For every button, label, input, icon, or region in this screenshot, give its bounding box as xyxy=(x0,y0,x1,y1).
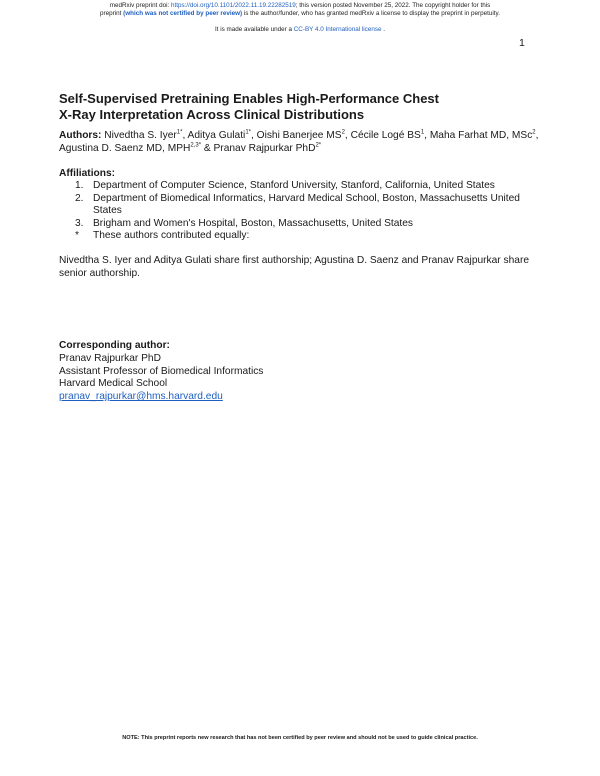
license-line xyxy=(0,26,600,34)
author-name: Nivedtha S. Iyer xyxy=(104,130,177,141)
header-text: It is made available under a xyxy=(214,26,294,33)
corresponding-author-name: Pranav Rajpurkar PhD xyxy=(59,352,161,364)
title-line-1: Self-Supervised Pretraining Enables High-Performance Chest xyxy=(59,91,439,106)
shared-authorship-note: Nivedtha S. Iyer and Aditya Gulati share first authorship; Agustina D. Saenz and Pranav Rajpurkar share senior authorship. xyxy=(59,255,530,279)
header-text: . xyxy=(381,26,385,33)
affiliation-text: Department of Biomedical Informatics, Harvard Medical School, Boston, Massachusetts United States xyxy=(93,192,520,216)
author-name: , Maha Farhat MD, MSc xyxy=(424,130,533,141)
corresponding-author-institution: Harvard Medical School xyxy=(59,378,168,390)
affiliations-list xyxy=(75,180,545,243)
affiliation-text: Department of Computer Science, Stanford University, Stanford, California, United States xyxy=(93,180,495,191)
author-name: , Cécile Logé BS xyxy=(344,130,421,141)
author-affiliation-mark: 2* xyxy=(315,142,322,149)
author-name: , Aditya Gulati xyxy=(182,130,246,141)
preprint-header-line-1 xyxy=(0,2,600,10)
authors-label: Authors: xyxy=(59,130,102,141)
affiliation-marker: 1. xyxy=(75,180,84,191)
affiliation-marker: * xyxy=(75,230,79,241)
header-text: ; this version posted November 25, 2022. The copyright holder for this xyxy=(295,2,491,9)
affiliation-marker: 2. xyxy=(75,192,84,204)
affiliation-item xyxy=(75,193,545,218)
corresponding-author-role: Assistant Professor of Biomedical Informatics xyxy=(59,365,264,377)
affiliations-heading: Affiliations: xyxy=(59,168,116,179)
author-name: , Agustina D. Saenz MD, MPH xyxy=(59,130,539,154)
corresponding-author-email-link[interactable]: pranav_rajpurkar@hms.harvard.edu xyxy=(59,391,223,403)
author-affiliation-mark: 1* xyxy=(245,129,251,136)
author-affiliation-mark: 1 xyxy=(420,129,425,136)
author-affiliation-mark: 2,3* xyxy=(190,142,202,149)
author-list xyxy=(59,129,539,155)
corresponding-author-heading: Corresponding author: xyxy=(59,340,170,351)
affiliation-item xyxy=(75,218,545,231)
paper-title xyxy=(59,91,529,122)
corresponding-author-block xyxy=(59,340,459,404)
affiliation-text: Brigham and Women's Hospital, Boston, Massachusetts, United States xyxy=(93,217,413,229)
header-text: medRxiv preprint doi: xyxy=(109,2,171,9)
affiliation-item xyxy=(75,230,545,243)
doi-link[interactable]: https://doi.org/10.1101/2022.11.19.22282519 xyxy=(170,2,296,9)
preprint-header-line-2 xyxy=(0,10,600,18)
peer-review-notice: (which was not certified by peer review) xyxy=(123,10,243,17)
author-name: & Pranav Rajpurkar PhD xyxy=(201,143,316,154)
license-link[interactable]: CC-BY 4.0 International license xyxy=(293,26,382,33)
header-text: preprint xyxy=(100,10,124,17)
author-affiliation-mark: 2 xyxy=(532,129,536,136)
page-number: 1 xyxy=(519,37,525,49)
header-text: is the author/funder, who has granted medRxiv a license to display the preprint in perpetuity. xyxy=(242,10,500,17)
author-affiliation-mark: 2 xyxy=(341,129,345,136)
author-affiliation-mark: 1* xyxy=(176,129,183,136)
title-line-2: X-Ray Interpretation Across Clinical Distributions xyxy=(59,106,365,122)
preprint-footer-note: NOTE: This preprint reports new research that has not been certified by peer review and should not be used to guide clinical practice. xyxy=(122,735,478,741)
author-name: , Oishi Banerjee MS xyxy=(250,130,342,141)
affiliation-item xyxy=(75,180,545,193)
affiliation-text: These authors contributed equally: xyxy=(93,230,250,241)
affiliation-marker: 3. xyxy=(75,217,84,229)
